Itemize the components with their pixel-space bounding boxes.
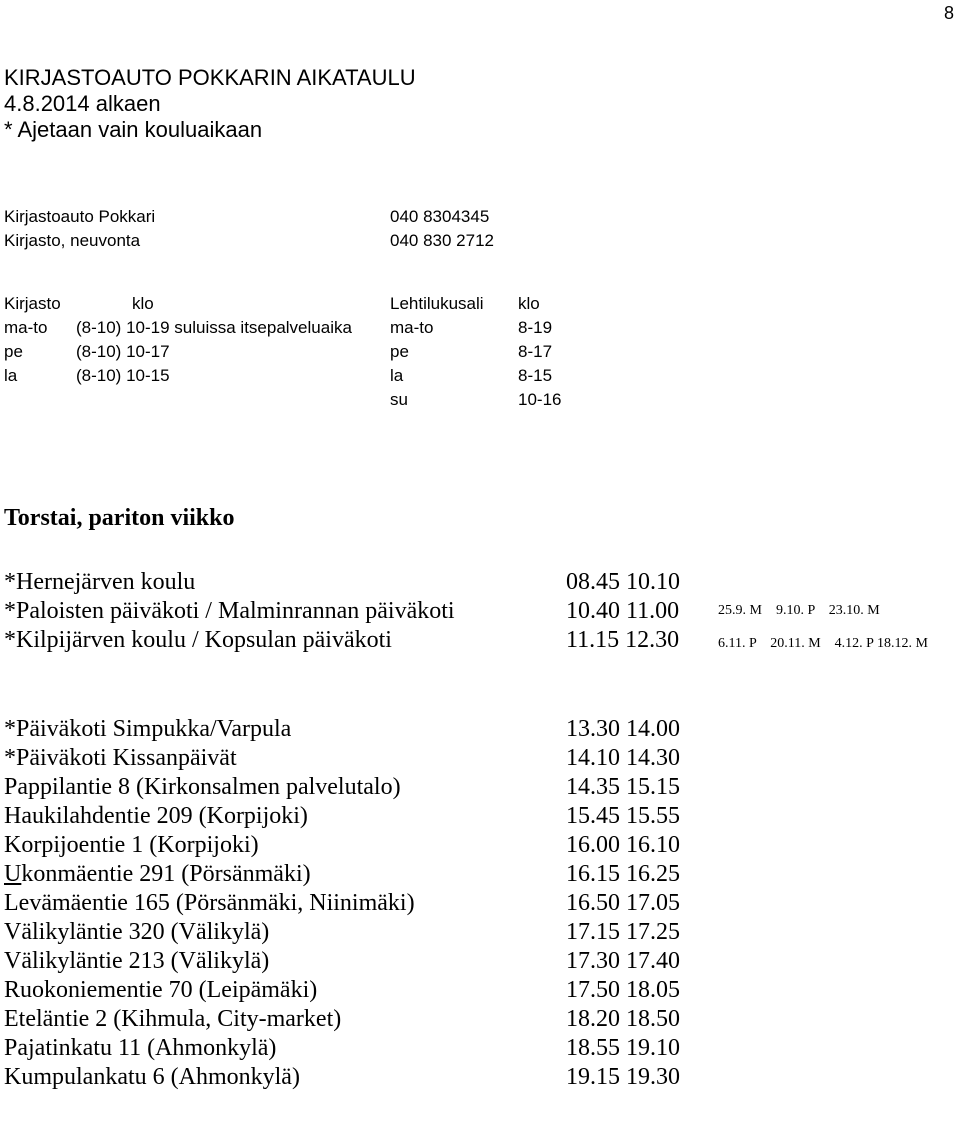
stop-name: Pappilantie 8 (Kirkonsalmen palvelutalo) xyxy=(4,774,401,800)
library-time: (8-10) 10-17 xyxy=(76,342,170,361)
school-time-note: * Ajetaan vain kouluaikaan xyxy=(4,117,263,142)
reading-room-klo: klo xyxy=(518,294,540,313)
stop-time: 11.15 12.30 xyxy=(566,627,680,653)
library-label: Kirjasto xyxy=(4,294,61,313)
stop-dates: 25.9. M 9.10. P 23.10. M xyxy=(718,603,880,618)
reading-room-time: 8-17 xyxy=(518,342,553,361)
stop-time: 17.30 17.40 xyxy=(566,948,680,974)
reading-room-day: la xyxy=(390,366,404,385)
stop-name: Levämäentie 165 (Pörsänmäki, Niinimäki) xyxy=(4,890,415,916)
document-header xyxy=(4,67,416,145)
page-number: 8 xyxy=(944,3,955,23)
contact-phone: 040 830 2712 xyxy=(390,231,494,250)
stop-time: 17.15 17.25 xyxy=(566,919,680,945)
reading-room-time: 8-15 xyxy=(518,366,553,385)
library-day: pe xyxy=(4,342,23,361)
stop-time: 18.55 19.10 xyxy=(566,1035,680,1061)
library-time: (8-10) 10-19 suluissa itsepalveluaika xyxy=(76,318,352,337)
stop-time: 13.30 14.00 xyxy=(566,716,680,742)
stop-name: Eteläntie 2 (Kihmula, City-market) xyxy=(4,1006,342,1032)
contact-name: Kirjasto, neuvonta xyxy=(4,231,141,250)
reading-room-time: 8-19 xyxy=(518,318,553,337)
reading-room-day: pe xyxy=(390,342,409,361)
stop-time: 16.50 17.05 xyxy=(566,890,680,916)
stop-name: *Kilpijärven koulu / Kopsulan päiväkoti xyxy=(4,627,392,653)
stop-name: Välikyläntie 213 (Välikylä) xyxy=(4,948,270,974)
stop-name: *Paloisten päiväkoti / Malminrannan päiväkoti xyxy=(4,598,455,624)
library-klo: klo xyxy=(132,294,154,313)
reading-room-label: Lehtilukusali xyxy=(390,294,484,313)
stop-time: 16.00 16.10 xyxy=(566,832,680,858)
reading-room-time: 10-16 xyxy=(518,390,562,409)
stop-name: Korpijoentie 1 (Korpijoki) xyxy=(4,832,259,858)
stop-name: *Päiväkoti Simpukka/Varpula xyxy=(4,716,292,742)
library-day: la xyxy=(4,366,18,385)
contact-row xyxy=(4,231,494,256)
library-day: ma-to xyxy=(4,318,48,337)
stop-name: Haukilahdentie 209 (Korpijoki) xyxy=(4,803,308,829)
stop-dates: 6.11. P 20.11. M 4.12. P 18.12. M xyxy=(718,636,928,651)
stop-name: Pajatinkatu 11 (Ahmonkylä) xyxy=(4,1035,277,1061)
library-time: (8-10) 10-15 xyxy=(76,366,170,385)
contact-name: Kirjastoauto Pokkari xyxy=(4,207,156,226)
stop-time: 10.40 11.00 xyxy=(566,598,680,624)
section-heading: Torstai, pariton viikko xyxy=(4,505,235,531)
stop-name: Välikyläntie 320 (Välikylä) xyxy=(4,919,270,945)
stop-name: Kumpulankatu 6 (Ahmonkylä) xyxy=(4,1064,300,1090)
stop-time: 15.45 15.55 xyxy=(566,803,680,829)
stop-time: 14.35 15.15 xyxy=(566,774,680,800)
stop-time: 17.50 18.05 xyxy=(566,977,680,1003)
stop-time: 18.20 18.50 xyxy=(566,1006,680,1032)
stop-time: 16.15 16.25 xyxy=(566,861,680,887)
valid-from: 4.8.2014 alkaen xyxy=(4,91,161,116)
contact-list xyxy=(4,207,494,256)
stop-time: 14.10 14.30 xyxy=(566,745,680,771)
stop-name: *Päiväkoti Kissanpäivät xyxy=(4,745,237,771)
stop-name: *Hernejärven koulu xyxy=(4,569,196,595)
reading-room-day: ma-to xyxy=(390,318,434,337)
stop-time: 19.15 19.30 xyxy=(566,1064,680,1090)
contact-phone: 040 8304345 xyxy=(390,207,490,226)
reading-room-day: su xyxy=(390,390,408,409)
stop-name: Ruokoniementie 70 (Leipämäki) xyxy=(4,977,318,1003)
stop-name: Ukonmäentie 291 (Pörsänmäki) xyxy=(4,861,311,887)
contact-row xyxy=(4,207,490,232)
document-title: KIRJASTOAUTO POKKARIN AIKATAULU xyxy=(4,65,416,90)
stop-time: 08.45 10.10 xyxy=(566,569,680,595)
